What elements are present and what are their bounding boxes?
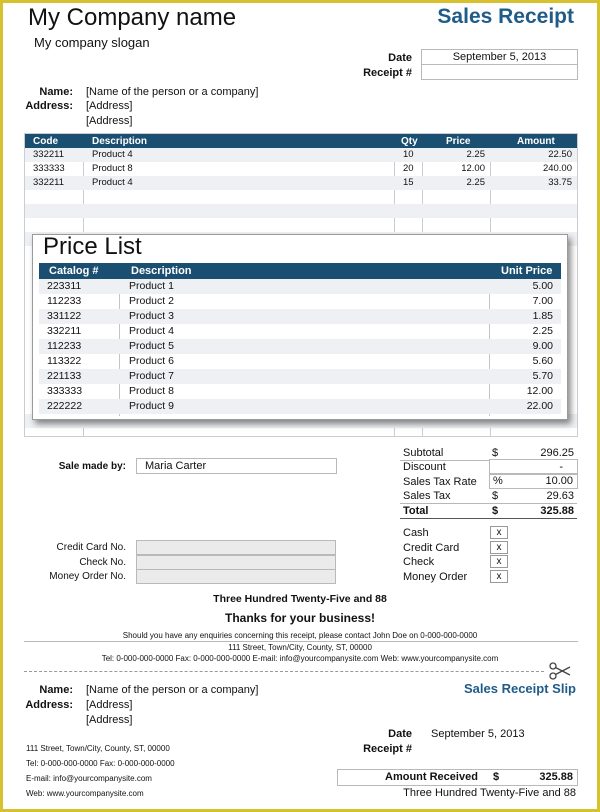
slip-date-value: September 5, 2013 xyxy=(431,728,525,740)
slip-address-line-1[interactable]: [Address] xyxy=(86,699,133,711)
address-label: Address: xyxy=(25,100,73,112)
address-line-2[interactable]: [Address] xyxy=(86,115,133,127)
amount-received-label: Amount Received xyxy=(385,771,478,783)
slip-web: Web: www.yourcompanysite.com xyxy=(26,789,144,798)
table-row[interactable] xyxy=(25,204,577,218)
date-value: September 5, 2013 xyxy=(452,51,547,63)
price-list-panel xyxy=(32,234,568,420)
col-amount: Amount xyxy=(517,136,555,147)
sale-made-by-label: Sale made by: xyxy=(58,461,126,472)
sale-made-by-value: Maria Carter xyxy=(145,460,207,472)
list-item[interactable]: 223311 Product 1 5.00 xyxy=(39,279,561,294)
price-list-title: Price List xyxy=(43,233,142,260)
credit-card-no-label: Credit Card No. xyxy=(56,542,126,553)
amount-received-field[interactable]: Amount Received $ 325.88 xyxy=(337,769,578,786)
slip-name-label: Name: xyxy=(39,684,73,696)
col-unit-price: Unit Price xyxy=(501,265,553,277)
name-value[interactable]: [Name of the person or a company] xyxy=(86,86,259,98)
company-address: 111 Street, Town/City, County, ST, 00000 xyxy=(228,643,372,652)
table-row[interactable] xyxy=(25,218,577,232)
items-header xyxy=(25,134,577,148)
col-description: Description xyxy=(92,136,148,147)
check-no-field[interactable] xyxy=(136,555,336,570)
list-item[interactable]: 221133 Product 7 5.70 xyxy=(39,369,561,384)
subtotal-label: Subtotal xyxy=(403,447,444,459)
money-order-label: Money Order xyxy=(403,571,468,583)
credit-card-checkbox[interactable]: x xyxy=(490,541,508,554)
subtotal-value: 296.25 xyxy=(540,447,574,459)
list-item[interactable]: 113322 Product 6 5.60 xyxy=(47,355,553,367)
total-value: 325.88 xyxy=(540,505,574,517)
company-slogan: My company slogan xyxy=(34,35,150,50)
table-row[interactable] xyxy=(25,190,577,204)
slip-date-label: Date xyxy=(388,728,412,740)
slip-title: Sales Receipt Slip xyxy=(464,681,576,696)
receipt-field[interactable] xyxy=(421,64,578,80)
col-pl-description: Description xyxy=(131,265,192,277)
table-row[interactable]: 332211 Product 4 10 2.25 22.50 xyxy=(25,148,577,162)
company-contact: Tel: 0-000-000-0000 Fax: 0-000-000-0000 E-mail: info@yourcompanysite.com Web: www.yourcompanysite.com xyxy=(101,654,499,663)
check-no-label: Check No. xyxy=(79,557,126,568)
slip-tel-fax: Tel: 0-000-000-0000 Fax: 0-000-000-0000 xyxy=(26,759,175,768)
tax-rate-label: Sales Tax Rate xyxy=(403,476,477,488)
amount-received-value: 325.88 xyxy=(539,771,573,783)
discount-field[interactable]: - xyxy=(489,459,578,474)
tax-rate-field[interactable]: % 10.00 xyxy=(489,474,578,489)
sales-tax-value: 29.63 xyxy=(546,490,574,502)
credit-card-no-field[interactable] xyxy=(136,540,336,555)
receipt-label: Receipt # xyxy=(363,67,412,79)
date-field[interactable] xyxy=(421,49,578,65)
address-line-1[interactable]: [Address] xyxy=(86,100,133,112)
sale-made-by-field[interactable] xyxy=(136,458,337,474)
slip-address-line-2[interactable]: [Address] xyxy=(86,714,133,726)
discount-label: Discount xyxy=(403,461,446,473)
slip-amount-in-words: Three Hundred Twenty-Five and 88 xyxy=(403,787,576,799)
slip-email: E-mail: info@yourcompanysite.com xyxy=(26,774,152,783)
cash-label: Cash xyxy=(403,527,429,539)
money-order-checkbox[interactable]: x xyxy=(490,570,508,583)
price-list-body xyxy=(39,279,561,416)
col-code: Code xyxy=(33,136,58,147)
credit-card-label: Credit Card xyxy=(403,542,460,554)
table-row[interactable]: 332211 Product 4 15 2.25 33.75 xyxy=(25,176,577,190)
slip-address-label: Address: xyxy=(25,699,73,711)
slip-name-value[interactable]: [Name of the person or a company] xyxy=(86,684,259,696)
money-order-no-label: Money Order No. xyxy=(49,571,126,582)
name-label: Name: xyxy=(39,86,73,98)
cut-line xyxy=(24,671,544,672)
amount-in-words: Three Hundred Twenty-Five and 88 xyxy=(213,593,387,605)
date-label: Date xyxy=(388,52,412,64)
thanks-message: Thanks for your business! xyxy=(224,611,376,625)
table-row[interactable]: 333333 Product 8 20 12.00 240.00 xyxy=(33,163,572,174)
slip-receipt-label: Receipt # xyxy=(363,743,412,755)
check-label: Check xyxy=(403,556,435,568)
list-item[interactable]: 332211 Product 4 2.25 xyxy=(47,325,553,337)
col-price: Price xyxy=(446,136,471,147)
check-checkbox[interactable]: x xyxy=(490,555,508,568)
sales-tax-label: Sales Tax xyxy=(403,490,451,502)
doc-title: Sales Receipt xyxy=(437,5,574,28)
list-item[interactable]: 333333 Product 8 12.00 xyxy=(47,385,553,397)
list-item[interactable]: 222222 Product 9 22.00 xyxy=(39,399,561,414)
money-order-no-field[interactable] xyxy=(136,569,336,584)
slip-company-address: 111 Street, Town/City, County, ST, 00000 xyxy=(26,744,170,753)
list-item[interactable]: 112233 Product 2 7.00 xyxy=(47,295,553,307)
col-qty: Qty xyxy=(401,136,418,147)
cash-checkbox[interactable]: x xyxy=(490,526,508,539)
list-item[interactable]: 112233 Product 5 9.00 xyxy=(39,339,561,354)
total-label: Total xyxy=(403,505,429,517)
list-item[interactable]: 331122 Product 3 1.85 xyxy=(39,309,561,324)
price-list-header xyxy=(39,263,561,279)
company-name: My Company name xyxy=(28,4,237,31)
col-catalog: Catalog # xyxy=(49,265,99,277)
enquiries-text: Should you have any enquiries concerning this receipt, please contact John Doe on 0-000-000-0000 xyxy=(122,631,478,640)
